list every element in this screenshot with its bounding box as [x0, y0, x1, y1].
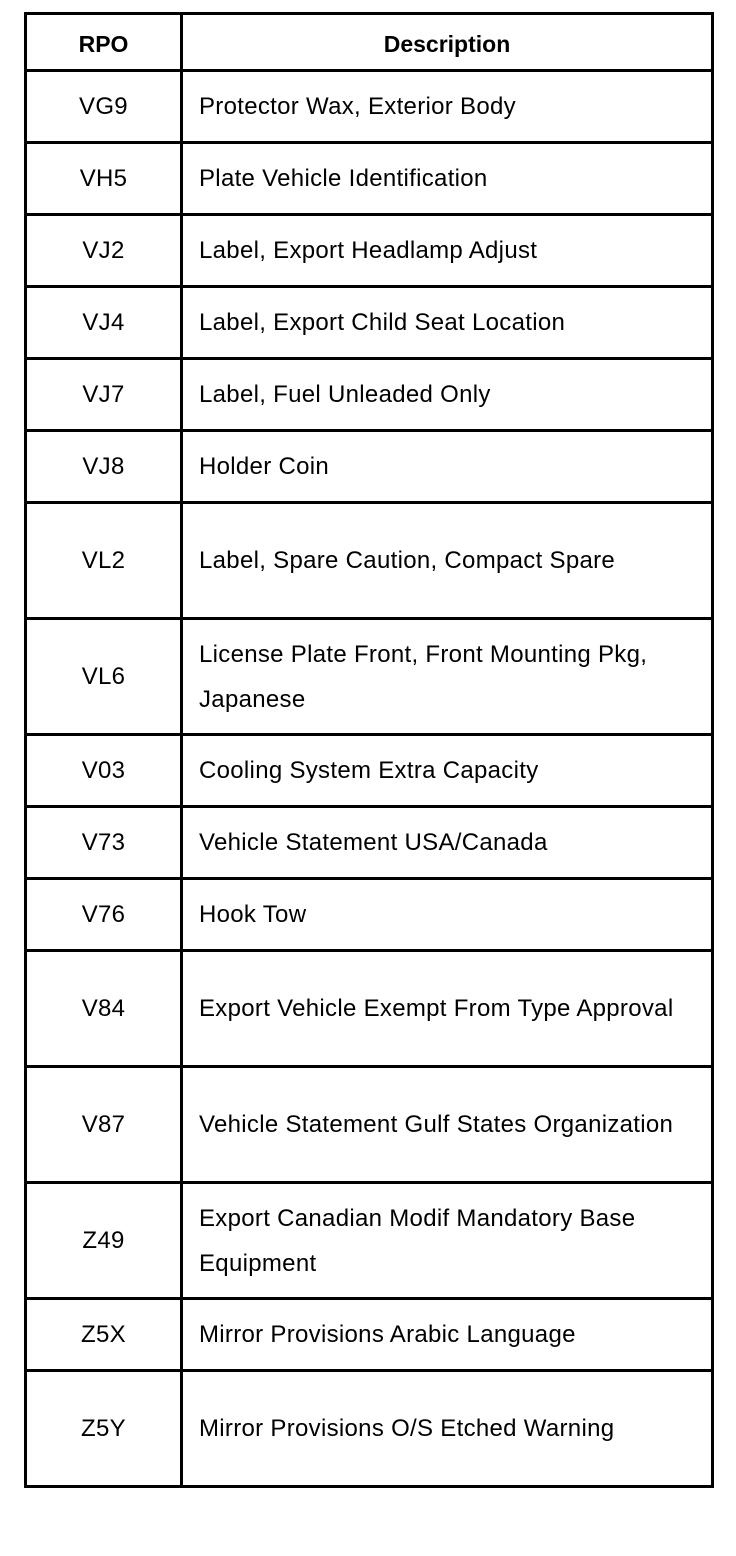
- rpo-description: Label, Fuel Unleaded Only: [182, 359, 713, 431]
- table-row: [26, 71, 713, 143]
- rpo-code: VJ4: [26, 287, 182, 359]
- rpo-description: Export Canadian Modif Mandatory Base Equipment: [182, 1183, 713, 1299]
- rpo-code: V87: [26, 1067, 182, 1183]
- rpo-description: Label, Export Child Seat Location: [182, 287, 713, 359]
- rpo-description: Plate Vehicle Identification: [182, 143, 713, 215]
- table-row: [26, 1067, 713, 1183]
- rpo-table: [24, 12, 714, 1488]
- rpo-code: VJ8: [26, 431, 182, 503]
- table-row: [26, 503, 713, 619]
- rpo-code: VL2: [26, 503, 182, 619]
- rpo-description: Hook Tow: [182, 879, 713, 951]
- table-header: [26, 14, 713, 71]
- rpo-description: License Plate Front, Front Mounting Pkg, Japanese: [182, 619, 713, 735]
- rpo-code: VJ2: [26, 215, 182, 287]
- rpo-description: Protector Wax, Exterior Body: [182, 71, 713, 143]
- rpo-code: V73: [26, 807, 182, 879]
- table-row: [26, 1183, 713, 1299]
- table-row: [26, 287, 713, 359]
- rpo-description: Mirror Provisions Arabic Language: [182, 1299, 713, 1371]
- rpo-code: VL6: [26, 619, 182, 735]
- rpo-code: VG9: [26, 71, 182, 143]
- table-row: [26, 1371, 713, 1487]
- rpo-description: Mirror Provisions O/S Etched Warning: [182, 1371, 713, 1487]
- rpo-code: V76: [26, 879, 182, 951]
- header-rpo: RPO: [26, 14, 182, 71]
- table-row: [26, 143, 713, 215]
- rpo-code: V03: [26, 735, 182, 807]
- rpo-description: Label, Spare Caution, Compact Spare: [182, 503, 713, 619]
- header-row: [26, 14, 713, 71]
- rpo-code: Z5X: [26, 1299, 182, 1371]
- table-row: [26, 951, 713, 1067]
- table-row: [26, 215, 713, 287]
- rpo-code: V84: [26, 951, 182, 1067]
- table-row: [26, 879, 713, 951]
- table-row: [26, 735, 713, 807]
- table-row: [26, 619, 713, 735]
- table-row: [26, 1299, 713, 1371]
- rpo-code: VJ7: [26, 359, 182, 431]
- rpo-description: Vehicle Statement Gulf States Organization: [182, 1067, 713, 1183]
- header-description: Description: [182, 14, 713, 71]
- rpo-description: Vehicle Statement USA/Canada: [182, 807, 713, 879]
- table-row: [26, 359, 713, 431]
- rpo-description: Cooling System Extra Capacity: [182, 735, 713, 807]
- rpo-description: Export Vehicle Exempt From Type Approval: [182, 951, 713, 1067]
- rpo-description: Holder Coin: [182, 431, 713, 503]
- table-row: [26, 431, 713, 503]
- table-body: [26, 71, 713, 1487]
- rpo-code: Z49: [26, 1183, 182, 1299]
- table-row: [26, 807, 713, 879]
- rpo-description: Label, Export Headlamp Adjust: [182, 215, 713, 287]
- rpo-code: Z5Y: [26, 1371, 182, 1487]
- rpo-code: VH5: [26, 143, 182, 215]
